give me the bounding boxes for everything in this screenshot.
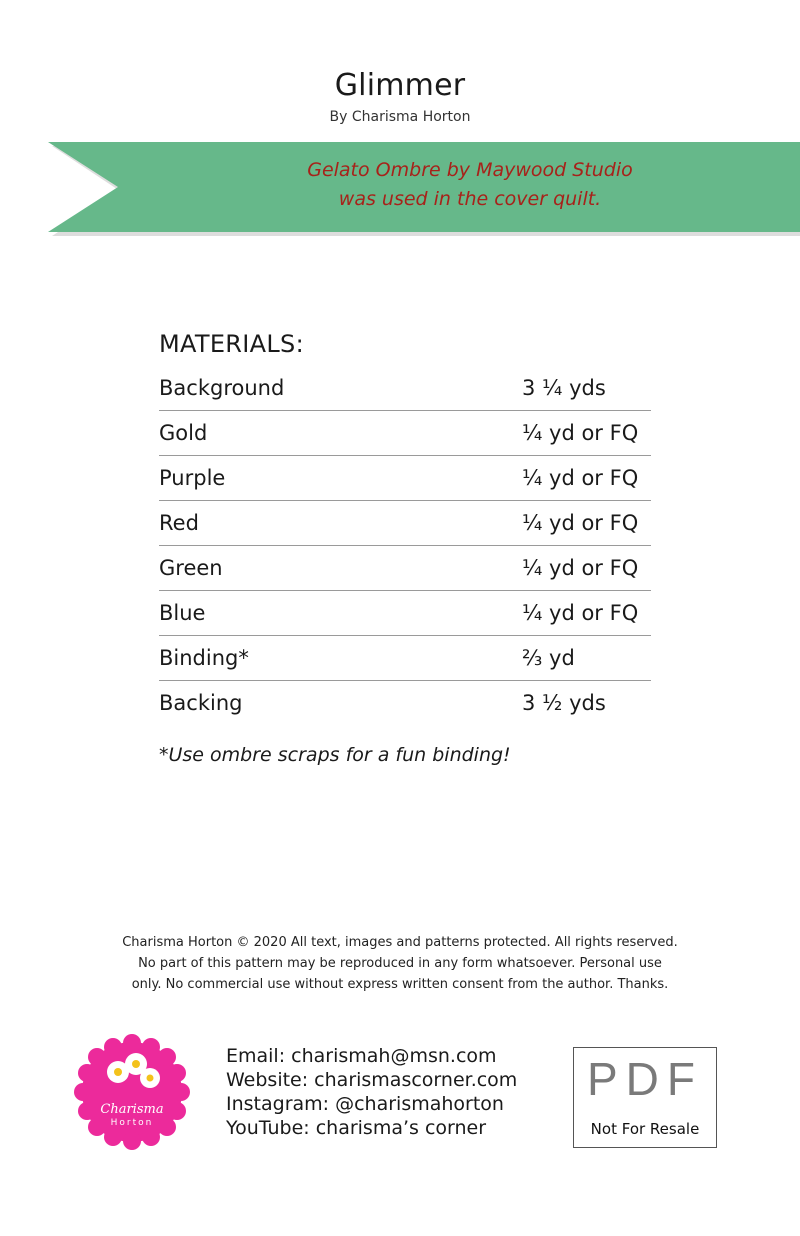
binding-note: *Use ombre scraps for a fun binding! <box>159 744 511 766</box>
material-quantity: ¼ yd or FQ <box>522 511 639 535</box>
byline: By Charisma Horton <box>329 109 471 125</box>
copyright-line: Charisma Horton © 2020 All text, images and patterns protected. All rights reserved. <box>122 935 678 950</box>
material-quantity: 3 ½ yds <box>522 691 606 715</box>
material-name: Red <box>159 511 199 535</box>
material-quantity: ¼ yd or FQ <box>522 556 639 580</box>
materials-table <box>159 366 651 725</box>
materials-row <box>159 636 651 681</box>
material-quantity: ⅔ yd <box>522 646 575 670</box>
material-name: Blue <box>159 601 206 625</box>
contact-website: Website: charismascorner.com <box>226 1069 518 1091</box>
copyright-line: No part of this pattern may be reproduced in any form whatsoever. Personal use <box>138 956 662 971</box>
material-name: Backing <box>159 691 243 715</box>
logo-subtitle: Horton <box>110 1118 154 1128</box>
material-name: Background <box>159 376 285 400</box>
contact-youtube: YouTube: charisma’s corner <box>226 1117 487 1139</box>
pattern-title: Glimmer <box>334 68 466 103</box>
charisma-logo <box>74 1034 190 1150</box>
material-quantity: ¼ yd or FQ <box>522 466 639 490</box>
materials-row <box>159 546 651 591</box>
copyright-notice <box>90 932 710 995</box>
material-name: Gold <box>159 421 208 445</box>
materials-row <box>159 456 651 501</box>
materials-heading: MATERIALS: <box>159 330 304 358</box>
materials-row <box>159 591 651 636</box>
copyright-line: only. No commercial use without express written consent from the author. Thanks. <box>131 977 669 992</box>
material-quantity: 3 ¼ yds <box>522 376 606 400</box>
material-name: Binding* <box>159 646 249 670</box>
material-name: Purple <box>159 466 226 490</box>
materials-section <box>159 330 651 725</box>
contact-instagram: Instagram: @charismahorton <box>226 1093 504 1115</box>
materials-row <box>159 366 651 411</box>
material-name: Green <box>159 556 223 580</box>
banner-line-1: Gelato Ombre by Maywood Studio <box>307 159 633 181</box>
banner-line-2: was used in the cover quilt. <box>338 188 602 210</box>
materials-row <box>159 411 651 456</box>
daisy-icon <box>74 1034 190 1150</box>
materials-row <box>159 501 651 546</box>
materials-row <box>159 681 651 725</box>
fabric-banner <box>0 140 800 238</box>
contact-info <box>226 1044 517 1140</box>
material-quantity: ¼ yd or FQ <box>522 601 639 625</box>
logo-wordmark: Charisma <box>100 1102 164 1117</box>
pdf-label: PDF <box>587 1053 703 1105</box>
pdf-subtitle: Not For Resale <box>590 1120 700 1138</box>
pdf-not-for-resale-badge <box>573 1047 717 1148</box>
material-quantity: ¼ yd or FQ <box>522 421 639 445</box>
contact-email: Email: charismah@msn.com <box>226 1045 497 1067</box>
